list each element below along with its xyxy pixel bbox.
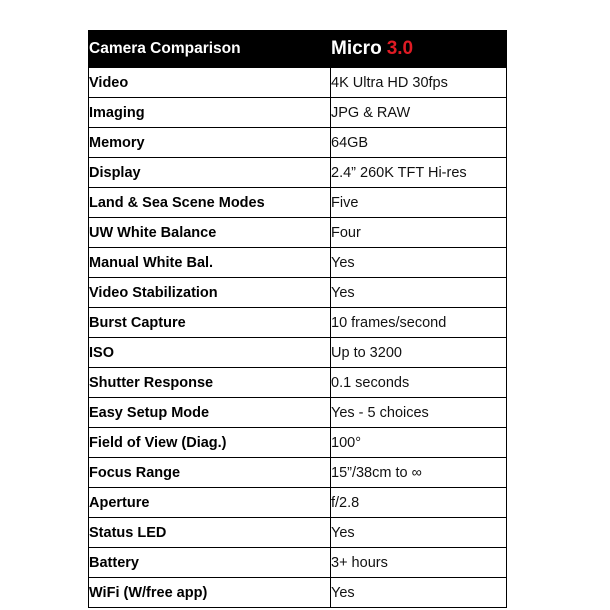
table-row [89, 518, 507, 548]
feature-value: f/2.8 [331, 488, 507, 518]
feature-value: 3+ hours [331, 548, 507, 578]
table-row [89, 428, 507, 458]
table-row [89, 488, 507, 518]
feature-value: 10 frames/second [331, 308, 507, 338]
table-row [89, 308, 507, 338]
feature-value: Five [331, 188, 507, 218]
table-row [89, 278, 507, 308]
feature-value: 100° [331, 428, 507, 458]
feature-label: Easy Setup Mode [89, 398, 331, 428]
table-row [89, 188, 507, 218]
feature-value: Yes [331, 278, 507, 308]
feature-value: Four [331, 218, 507, 248]
feature-label: Land & Sea Scene Modes [89, 188, 331, 218]
table-row [89, 248, 507, 278]
feature-value: JPG & RAW [331, 98, 507, 128]
table-row [89, 578, 507, 608]
feature-value: Yes [331, 248, 507, 278]
feature-value: Up to 3200 [331, 338, 507, 368]
model-version: 3.0 [386, 38, 414, 59]
feature-label: Memory [89, 128, 331, 158]
table-row [89, 548, 507, 578]
feature-label: ISO [89, 338, 331, 368]
feature-label: Status LED [89, 518, 331, 548]
feature-label: Focus Range [89, 458, 331, 488]
feature-value: 0.1 seconds [331, 368, 507, 398]
feature-label: Display [89, 158, 331, 188]
table-row [89, 98, 507, 128]
feature-label: Field of View (Diag.) [89, 428, 331, 458]
table-body [89, 31, 507, 608]
feature-label: Imaging [89, 98, 331, 128]
table-row [89, 338, 507, 368]
feature-value: Yes [331, 518, 507, 548]
feature-value: 15”/38cm to ∞ [331, 458, 507, 488]
table-row [89, 128, 507, 158]
feature-label: Aperture [89, 488, 331, 518]
feature-value: 64GB [331, 128, 507, 158]
table-title: Camera Comparison [89, 31, 331, 68]
table-row [89, 158, 507, 188]
feature-label: Burst Capture [89, 308, 331, 338]
model-name: Micro [331, 38, 382, 59]
feature-value: Yes [331, 578, 507, 608]
table-header-row [89, 31, 507, 68]
table-row [89, 218, 507, 248]
camera-comparison-table [88, 30, 507, 608]
feature-label: UW White Balance [89, 218, 331, 248]
table-row [89, 398, 507, 428]
feature-label: WiFi (W/free app) [89, 578, 331, 608]
table-model-header [331, 31, 507, 68]
feature-value: 2.4” 260K TFT Hi-res [331, 158, 507, 188]
feature-label: Manual White Bal. [89, 248, 331, 278]
feature-value: Yes - 5 choices [331, 398, 507, 428]
feature-label: Video [89, 68, 331, 98]
feature-label: Video Stabilization [89, 278, 331, 308]
feature-label: Shutter Response [89, 368, 331, 398]
table-row [89, 368, 507, 398]
feature-label: Battery [89, 548, 331, 578]
feature-value: 4K Ultra HD 30fps [331, 68, 507, 98]
table-row [89, 68, 507, 98]
table-row [89, 458, 507, 488]
